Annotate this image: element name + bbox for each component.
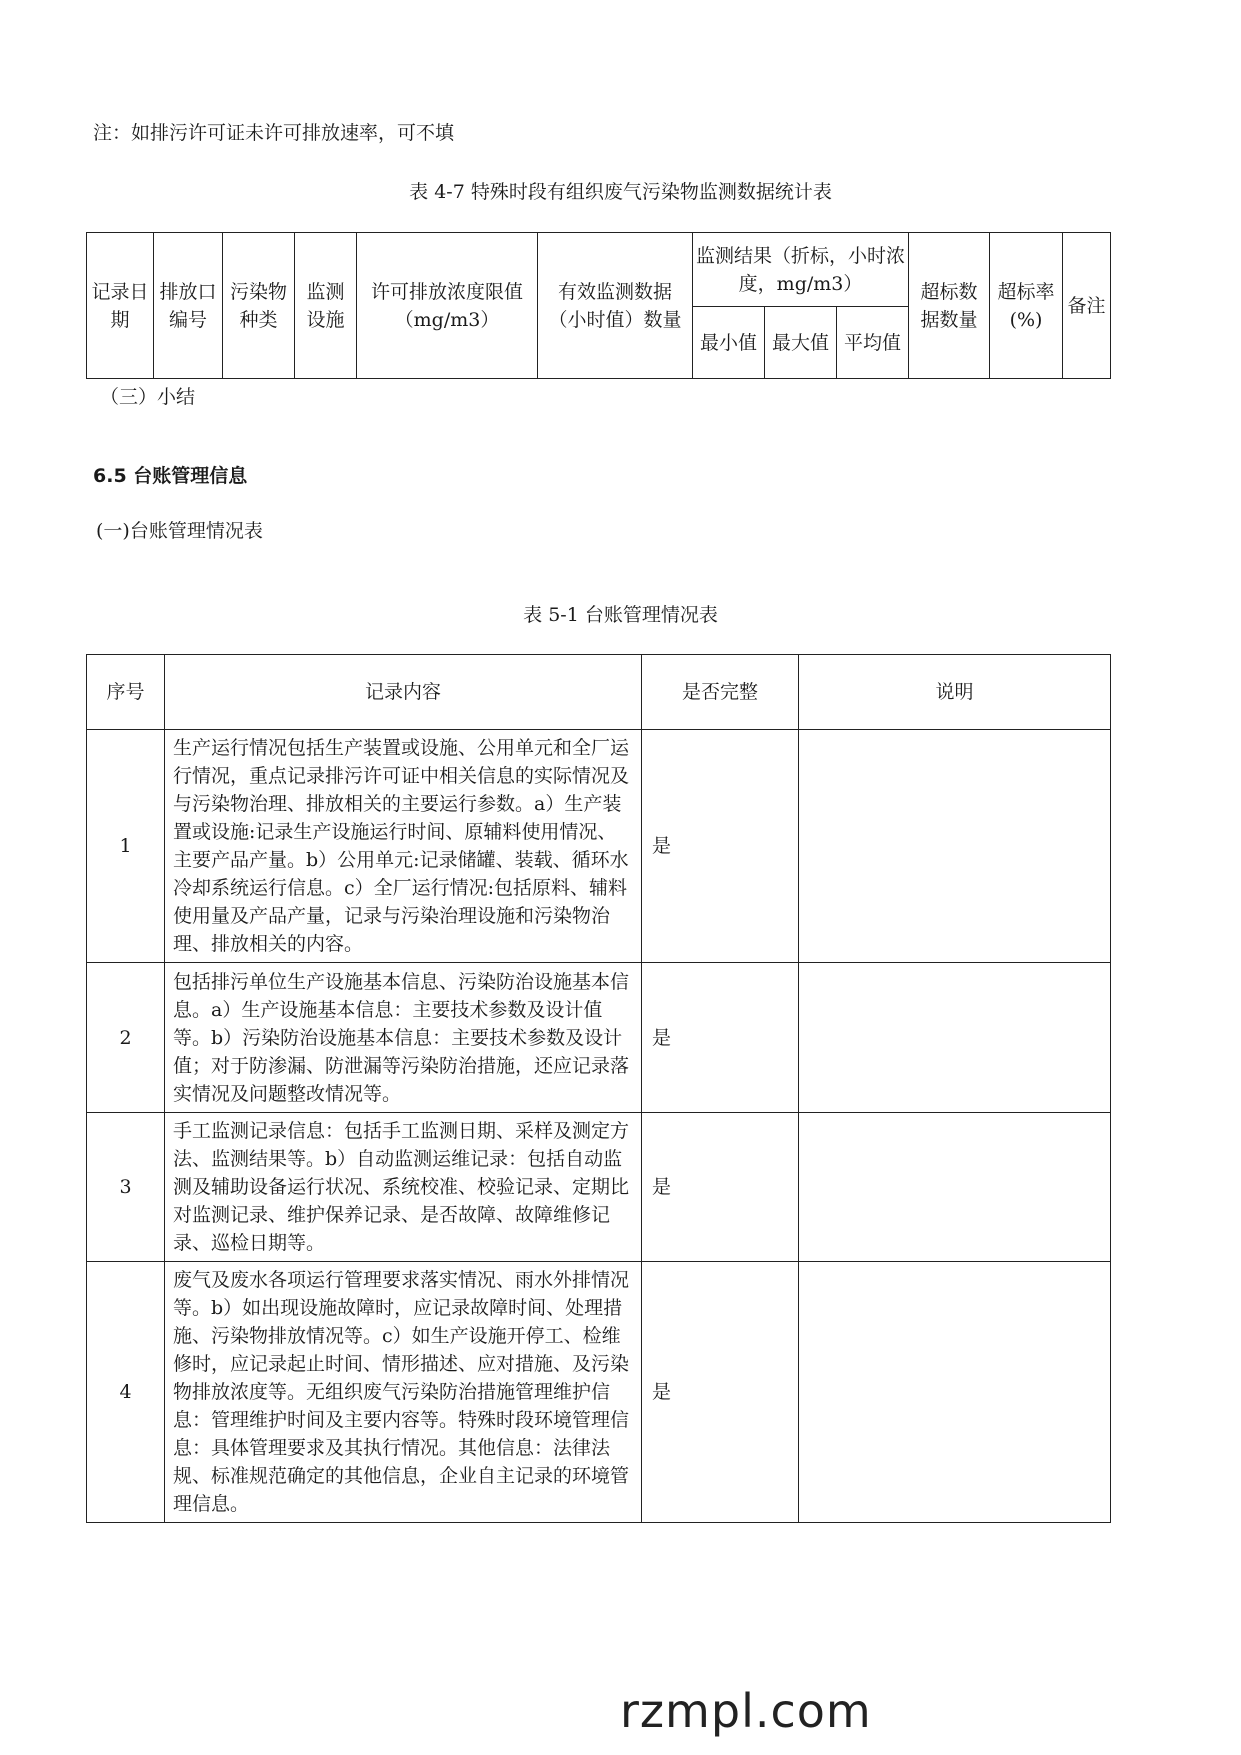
- row-content: 生产运行情况包括生产装置或设施、公用单元和全厂运行情况，重点记录排污许可证中相关信息的实际情况及与污染物治理、排放相关的主要运行参数。a）生产装置或设施:记录生产设施运行时间、原辅料使用情况、主要产品产量。b）公用单元:记录储罐、装载、循环水冷却系统运行信息。c）全厂运行情况:包括原料、辅料使用量及产品产量，记录与污染治理设施和污染物治理、排放相关的内容。: [165, 730, 642, 963]
- table-row: [87, 730, 1111, 963]
- table-note: 注：如排污许可证未许可排放速率，可不填: [93, 122, 455, 144]
- row-explanation: [799, 1262, 1111, 1523]
- table-5-1-caption: 表 5-1 台账管理情况表: [523, 604, 718, 626]
- header-outlet-no: 排放口编号: [154, 233, 223, 379]
- row-content: 废气及废水各项运行管理要求落实情况、雨水外排情况等。b）如出现设施故障时，应记录故障时间、处理措施、污染物排放情况等。c）如生产设施开停工、检维修时，应记录起止时间、情形描述、应对措施、及污染物排放浓度等。无组织废气污染防治措施管理维护信息：管理维护时间及主要内容等。特殊时段环境管理信息：具体管理要求及其执行情况。其他信息：法律法规、标准规范确定的其他信息，企业自主记录的环境管理信息。: [165, 1262, 642, 1523]
- subheading: (一)台账管理情况表: [96, 520, 263, 542]
- header-exceed-count: 超标数据数量: [909, 233, 990, 379]
- row-complete: 是: [642, 963, 799, 1113]
- header-exceed-rate: 超标率(%): [990, 233, 1063, 379]
- header-pollutant-type: 污染物种类: [223, 233, 295, 379]
- row-explanation: [799, 963, 1111, 1113]
- row-explanation: [799, 730, 1111, 963]
- header-monitoring-result: 监测结果（折标，小时浓度，mg/m3）: [693, 233, 909, 307]
- row-content: 手工监测记录信息：包括手工监测日期、采样及测定方法、监测结果等。b）自动监测运维记录：包括自动监测及辅助设备运行状况、系统校准、校验记录、定期比对监测记录、维护保养记录、是否故障、故障维修记录、巡检日期等。: [165, 1113, 642, 1262]
- header-content: 记录内容: [165, 655, 642, 730]
- table-row: [87, 1262, 1111, 1523]
- row-no: 3: [87, 1113, 165, 1262]
- header-record-date: 记录日期: [87, 233, 154, 379]
- header-avg: 平均值: [837, 307, 909, 379]
- row-no: 1: [87, 730, 165, 963]
- header-monitoring-facility: 监测设施: [295, 233, 357, 379]
- header-permitted-limit: 许可排放浓度限值（mg/m3）: [357, 233, 538, 379]
- header-complete: 是否完整: [642, 655, 799, 730]
- header-remark: 备注: [1063, 233, 1111, 379]
- header-valid-count: 有效监测数据（小时值）数量: [538, 233, 693, 379]
- table-row: [87, 963, 1111, 1113]
- row-content: 包括排污单位生产设施基本信息、污染防治设施基本信息。a）生产设施基本信息：主要技术参数及设计值等。b）污染防治设施基本信息：主要技术参数及设计值；对于防渗漏、防泄漏等污染防治措施，还应记录落实情况及问题整改情况等。: [165, 963, 642, 1113]
- section-heading: 6.5 台账管理信息: [93, 465, 248, 487]
- row-no: 4: [87, 1262, 165, 1523]
- table-4-7-caption: 表 4-7 特殊时段有组织废气污染物监测数据统计表: [409, 181, 832, 203]
- table-4-7: [86, 232, 1111, 379]
- header-explanation: 说明: [799, 655, 1111, 730]
- row-complete: 是: [642, 1262, 799, 1523]
- table-row: [87, 1113, 1111, 1262]
- header-min: 最小值: [693, 307, 765, 379]
- row-complete: 是: [642, 1113, 799, 1262]
- row-no: 2: [87, 963, 165, 1113]
- row-complete: 是: [642, 730, 799, 963]
- row-explanation: [799, 1113, 1111, 1262]
- summary-label: （三）小结: [100, 386, 196, 408]
- header-no: 序号: [87, 655, 165, 730]
- watermark-text: rzmpl.com: [620, 1684, 872, 1738]
- table-5-1: [86, 654, 1111, 1523]
- header-max: 最大值: [765, 307, 837, 379]
